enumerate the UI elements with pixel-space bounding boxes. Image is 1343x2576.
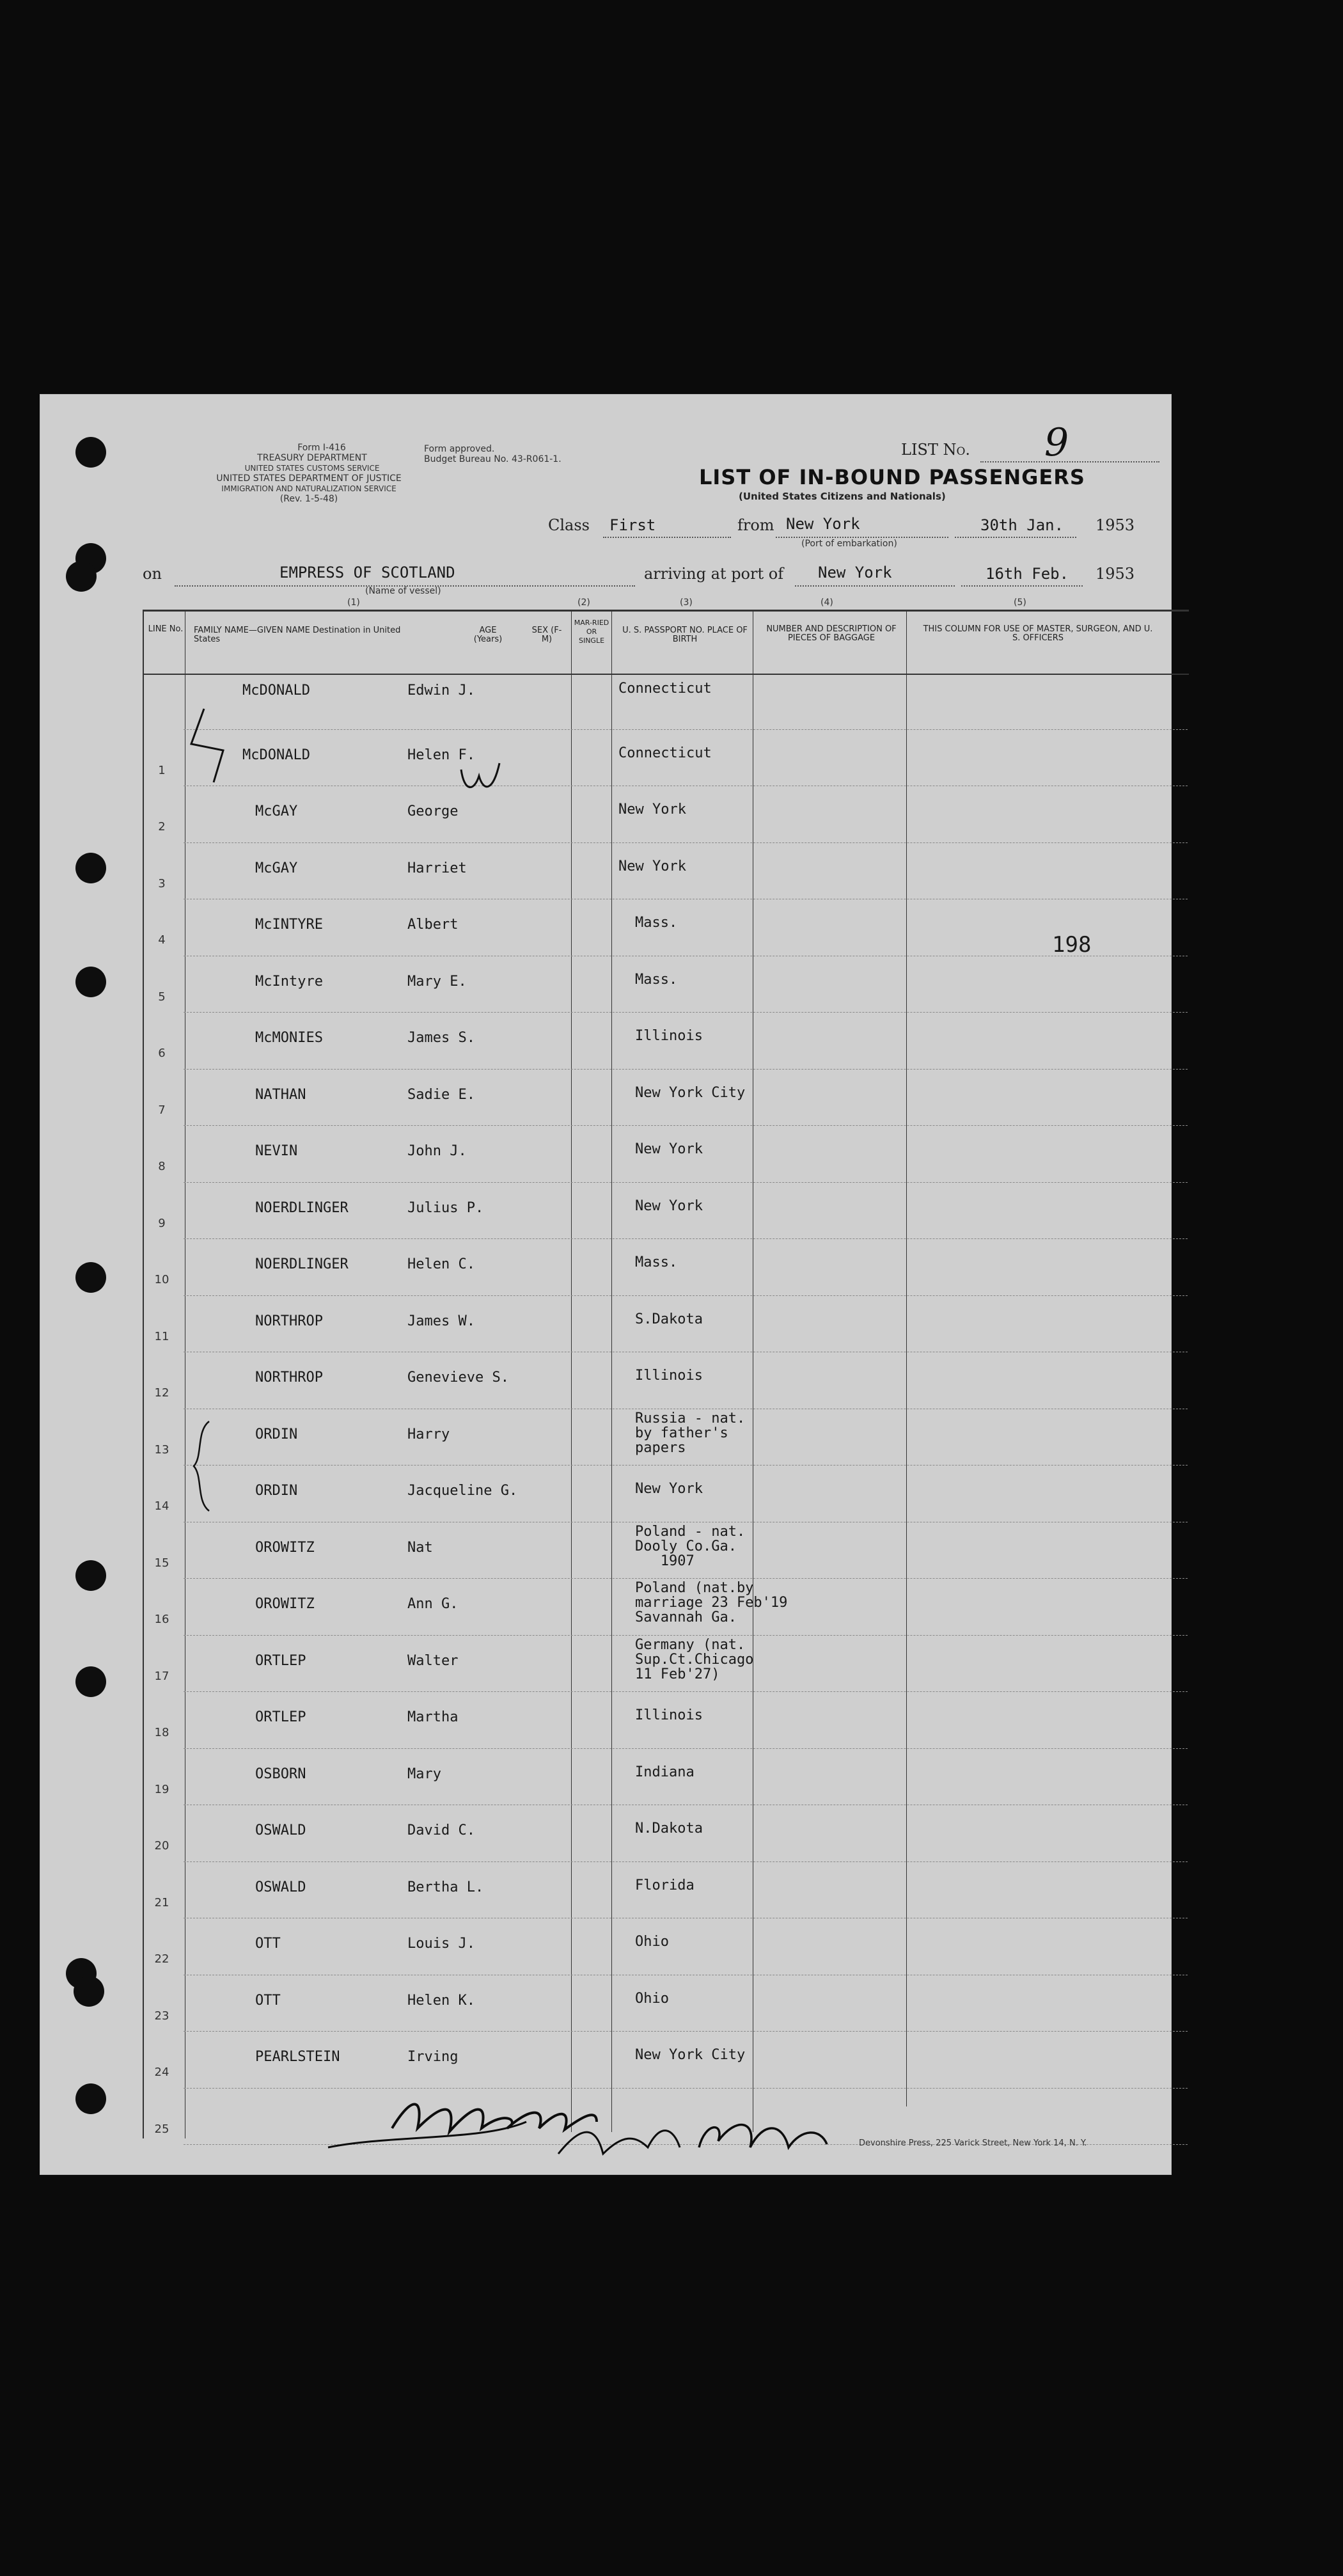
class-line: [603, 537, 731, 538]
arrival-date-line: [961, 585, 1083, 587]
annotation-number: 198: [1052, 932, 1092, 958]
given-name: Bertha L.: [407, 1879, 484, 1895]
line-number: 22: [154, 1952, 169, 1966]
embark-date: 30th Jan.: [980, 516, 1064, 534]
arrival-date: 16th Feb.: [986, 565, 1069, 583]
given-name: Louis J.: [407, 1936, 475, 1952]
binder-hole: [75, 1262, 106, 1293]
department-of-justice: UNITED STATES DEPARTMENT OF JUSTICE: [216, 473, 402, 484]
place-of-birth: Poland (nat.by marriage 23 Feb'19 Savannah Ga.: [635, 1580, 788, 1625]
place-of-birth: Connecticut: [618, 745, 712, 761]
place-of-birth: S.Dakota: [635, 1311, 703, 1327]
line-number: 19: [154, 1782, 169, 1796]
given-name: Helen C.: [407, 1256, 475, 1272]
printer-imprint: Devonshire Press, 225 Varick Street, New York 14, N. Y.: [859, 2138, 1087, 2148]
given-name: Helen F.: [407, 747, 475, 763]
line-number: 2: [158, 820, 166, 834]
given-name: Jacqueline G.: [407, 1483, 518, 1499]
row-rule: [184, 1069, 1188, 1070]
binder-hole: [74, 1976, 104, 2007]
family-name: PEARLSTEIN: [255, 2049, 340, 2065]
form-approved: Form approved.: [424, 444, 495, 454]
given-name: James W.: [407, 1313, 475, 1329]
embark-year: 1953: [1096, 516, 1135, 534]
budget-bureau: Budget Bureau No. 43-R061-1.: [424, 454, 562, 464]
binder-hole: [75, 437, 106, 468]
place-of-birth: New York: [618, 858, 686, 874]
col-header-passport: U. S. PASSPORT NO. PLACE OF BIRTH: [622, 626, 748, 644]
revision-date: (Rev. 1-5-48): [279, 494, 338, 504]
family-name: McINTYRE: [255, 917, 323, 933]
line-number: 5: [158, 990, 166, 1004]
place-of-birth: Connecticut: [618, 681, 712, 697]
given-name: Edwin J.: [407, 683, 475, 699]
line-number: 8: [158, 1160, 166, 1173]
place-of-birth: Ohio: [635, 1990, 669, 2007]
given-name: Nat: [407, 1539, 433, 1556]
page-subtitle: (United States Citizens and Nationals): [739, 491, 946, 502]
line-number: 18: [154, 1726, 169, 1739]
binder-hole: [75, 1666, 106, 1697]
place-of-birth: New York: [635, 1197, 703, 1214]
row-rule: [184, 1578, 1188, 1579]
treasury-department: TREASURY DEPARTMENT: [257, 453, 367, 463]
family-name: OROWITZ: [255, 1596, 315, 1612]
row-rule: [184, 1012, 1188, 1013]
col-number-1: (1): [347, 597, 360, 608]
family-name: OROWITZ: [255, 1539, 315, 1556]
line-number: 12: [154, 1386, 169, 1400]
binder-hole: [66, 561, 97, 592]
row-rule: [184, 1125, 1188, 1126]
line-number: 25: [154, 2122, 169, 2136]
given-name: Walter: [407, 1652, 459, 1669]
family-name: NEVIN: [255, 1143, 298, 1159]
row-rule: [184, 1748, 1188, 1749]
col-header-married: MAR-RIED OR SINGLE: [574, 619, 609, 645]
class-label: Class: [548, 516, 590, 534]
family-name: McDONALD: [242, 747, 310, 763]
table-left-border: [143, 610, 144, 2138]
place-of-birth: Mass.: [635, 971, 678, 988]
immigration-service: IMMIGRATION AND NATURALIZATION SERVICE: [221, 484, 397, 493]
given-name: Ann G.: [407, 1596, 459, 1612]
col-header-age: AGE (Years): [473, 626, 503, 644]
row-rule: [184, 2031, 1188, 2032]
on-label: on: [143, 565, 162, 583]
line-number: 4: [158, 933, 166, 947]
row-rule: [184, 842, 1188, 843]
row-rule: [184, 1182, 1188, 1183]
class-value: First: [609, 516, 656, 534]
line-number: 6: [158, 1047, 166, 1060]
family-name: NOERDLINGER: [255, 1256, 349, 1272]
family-name: NORTHROP: [255, 1370, 323, 1386]
place-of-birth: Illinois: [635, 1368, 703, 1384]
family-name: ORTLEP: [255, 1709, 306, 1725]
given-name: Martha: [407, 1709, 459, 1725]
col-number-2: (2): [577, 597, 590, 608]
bracket-mark: [178, 706, 236, 795]
row-rule: [184, 1295, 1188, 1296]
place-of-birth: Poland - nat. Dooly Co.Ga. 1907: [635, 1523, 746, 1569]
place-of-birth: Illinois: [635, 1028, 703, 1044]
manifest-sheet: [40, 394, 1172, 2175]
family-name: NOERDLINGER: [255, 1199, 349, 1216]
embark-port: New York: [786, 515, 860, 533]
place-of-birth: Mass.: [635, 915, 678, 931]
family-name: ORTLEP: [255, 1652, 306, 1669]
inspector-signature: [315, 2083, 891, 2160]
given-name: John J.: [407, 1143, 467, 1159]
list-number-label: LIST No.: [901, 441, 971, 459]
col-number-4: (4): [821, 597, 833, 608]
line-number: 10: [154, 1273, 169, 1286]
line-number: 13: [154, 1442, 169, 1457]
arrival-port: New York: [818, 564, 892, 581]
family-name: OSWALD: [255, 1879, 306, 1895]
place-of-birth: Russia - nat. by father's papers: [635, 1410, 746, 1456]
family-name: McMONIES: [255, 1030, 323, 1046]
place-of-birth: New York: [618, 802, 686, 818]
place-of-birth: New York City: [635, 2047, 746, 2063]
family-name: NATHAN: [255, 1086, 306, 1103]
place-of-birth: Germany (nat. Sup.Ct.Chicago 11 Feb'27): [635, 1636, 754, 1682]
form-number: Form I-416: [297, 443, 346, 453]
place-of-birth: Mass.: [635, 1254, 678, 1270]
from-label: from: [737, 516, 774, 534]
given-name: Harriet: [407, 860, 467, 876]
col-divider-baggage: [906, 610, 907, 2106]
col-divider-married: [611, 610, 612, 2132]
line-number: 17: [154, 1669, 169, 1683]
line-number: 11: [154, 1329, 169, 1343]
family-name: McGAY: [255, 860, 298, 876]
given-name: Sadie E.: [407, 1086, 475, 1103]
place-of-birth: N.Dakota: [635, 1821, 703, 1837]
given-name: George: [407, 803, 459, 819]
family-name: OSWALD: [255, 1822, 306, 1838]
row-rule: [184, 1635, 1188, 1636]
row-rule: [184, 729, 1188, 730]
customs-service: UNITED STATES CUSTOMS SERVICE: [244, 464, 380, 473]
line-number: 9: [158, 1216, 166, 1230]
line-number: 20: [154, 1839, 169, 1853]
vessel-caption: (Name of vessel): [365, 586, 441, 596]
row-rule: [184, 1691, 1188, 1692]
list-number-handwritten: 9: [1044, 420, 1069, 465]
col-header-baggage: NUMBER AND DESCRIPTION OF PIECES OF BAGGAGE: [766, 624, 897, 643]
place-of-birth: Florida: [635, 1877, 695, 1893]
row-rule: [184, 1238, 1188, 1239]
given-name: Albert: [407, 917, 459, 933]
family-name: ORDIN: [255, 1483, 298, 1499]
line-number: 15: [154, 1556, 169, 1570]
embark-date-line: [955, 537, 1076, 538]
col-header-line-no: LINE No.: [148, 624, 184, 634]
given-name: James S.: [407, 1030, 475, 1046]
place-of-birth: Illinois: [635, 1707, 703, 1723]
line-number: 24: [154, 2066, 169, 2079]
given-name: Julius P.: [407, 1199, 484, 1216]
col-header-name: FAMILY NAME—GIVEN NAME Destination in United States: [194, 626, 401, 644]
table-top-rule: [143, 610, 1189, 612]
col-divider-age: [571, 610, 572, 2132]
from-line: [776, 537, 948, 538]
arriving-label: arriving at port of: [644, 565, 784, 583]
place-of-birth: New York City: [635, 1084, 746, 1101]
family-name: McIntyre: [255, 973, 323, 990]
vessel-name: EMPRESS OF SCOTLAND: [279, 564, 455, 581]
binder-hole: [75, 853, 106, 883]
given-name: Mary: [407, 1766, 441, 1782]
table-header-rule: [143, 674, 1189, 675]
line-number: 23: [154, 2009, 169, 2023]
binder-hole: [75, 967, 106, 997]
family-name: McDONALD: [242, 683, 310, 699]
line-number: 16: [154, 1613, 169, 1626]
binder-hole: [75, 1560, 106, 1591]
binder-hole: [75, 2083, 106, 2114]
check-mark: [455, 757, 512, 802]
col-number-3: (3): [680, 597, 693, 608]
line-number: 7: [158, 1103, 166, 1117]
family-name: NORTHROP: [255, 1313, 323, 1329]
given-name: Mary E.: [407, 973, 467, 990]
place-of-birth: New York: [635, 1481, 703, 1497]
family-name: McGAY: [255, 803, 298, 819]
col-header-sex: SEX (F-M): [531, 626, 562, 644]
arrival-port-line: [795, 585, 955, 587]
line-number: 3: [158, 876, 166, 890]
given-name: Genevieve S.: [407, 1370, 509, 1386]
line-number: 14: [154, 1499, 169, 1513]
given-name: Harry: [407, 1426, 450, 1442]
col-number-5: (5): [1014, 597, 1026, 608]
list-number-line: [980, 461, 1159, 462]
line-number: 21: [154, 1895, 169, 1909]
place-of-birth: Indiana: [635, 1764, 695, 1780]
port-embark-caption: (Port of embarkation): [801, 539, 897, 549]
arrival-year: 1953: [1096, 565, 1135, 583]
line-number: 1: [158, 763, 166, 777]
place-of-birth: New York: [635, 1141, 703, 1157]
family-name: OSBORN: [255, 1766, 306, 1782]
given-name: David C.: [407, 1822, 475, 1838]
row-rule: [184, 1861, 1188, 1862]
row-rule: [184, 1465, 1188, 1466]
family-bracket-mark: [190, 1418, 216, 1514]
col-header-officers: THIS COLUMN FOR USE OF MASTER, SURGEON, AND U. S. OFFICERS: [923, 624, 1153, 643]
given-name: Helen K.: [407, 1992, 475, 2009]
family-name: ORDIN: [255, 1426, 298, 1442]
family-name: OTT: [255, 1992, 281, 2009]
place-of-birth: Ohio: [635, 1934, 669, 1950]
given-name: Irving: [407, 2049, 459, 2065]
page-title: LIST OF IN-BOUND PASSENGERS: [699, 465, 1085, 489]
family-name: OTT: [255, 1936, 281, 1952]
